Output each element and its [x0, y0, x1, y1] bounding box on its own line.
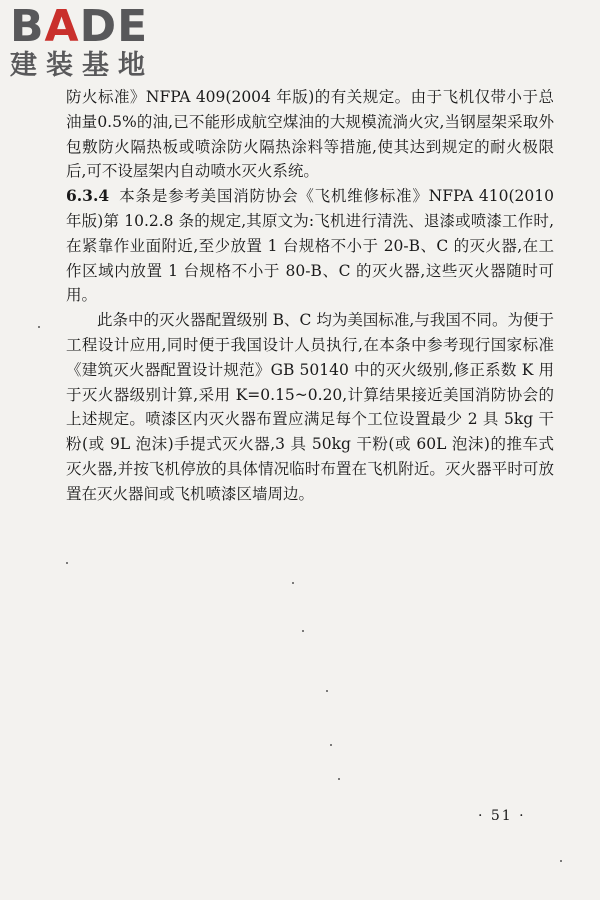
logo-letters-de: DE: [79, 1, 149, 52]
scan-speck: [292, 582, 294, 584]
page-body: [66, 85, 554, 507]
paragraph-text: 此条中的灭火器配置级别 B、C 均为美国标准,与我国不同。为便于工程设计应用,同时便于我国设计人员执行,在本条中参考现行国家标准《建筑灭火器配置设计规范》GB 50140 中的灭火级别,修正系数 K 用于灭火器级别计算,采用 K=0.15~0.20,计算结果接近美国消防协会的上述规定。喷漆区内灭火器布置应满足每个工位设置最少 2 具 5kg 干粉(或 9L 泡沫)手提式灭火器,3 具 50kg 干粉(或 60L 泡沫)的推车式灭火器,并按飞机停放的具体情况临时布置在飞机附近。灭火器平时可放置在灭火器间或飞机喷漆区墙周边。: [66, 311, 554, 503]
scan-speck: [338, 778, 340, 780]
paragraph-text: 本条是参考美国消防协会《飞机维修标准》NFPA 410(2010 年版)第 10.2.8 条的规定,其原文为:飞机进行清洗、退漆或喷漆工作时,在紧靠作业面附近,至少放置 1 台规格不小于 20-B、C 的灭火器,在工作区域内放置 1 台规格不小于 80-B、C 的灭火器,这些灭火器随时可用。: [66, 187, 554, 305]
logo-wordmark: [10, 1, 180, 52]
paragraph-clause-6-3-4: [66, 184, 554, 308]
bade-logo: [10, 1, 180, 82]
clause-number: 6.3.4: [66, 186, 110, 206]
logo-chinese-text: 建装基地: [10, 50, 154, 81]
logo-letter-b: B: [10, 1, 45, 52]
scan-speck: [330, 744, 332, 746]
logo-letter-a-accent: A: [44, 1, 80, 52]
scan-speck: [38, 326, 40, 328]
paragraph-explanation: [66, 308, 554, 506]
scan-speck: [326, 690, 328, 692]
scan-speck: [560, 860, 562, 862]
scan-speck: [302, 630, 304, 632]
paragraph-continuation: [66, 85, 554, 184]
paragraph-text: 防火标准》NFPA 409(2004 年版)的有关规定。由于飞机仅带小于总油量0.5%的油,已不能形成航空煤油的大规模流淌火灾,当钢屋架采取外包敷防火隔热板或喷涂防火隔热涂料等措施,使其达到规定的耐火极限后,可不设屋架内自动喷水灭火系统。: [66, 88, 554, 181]
scan-speck: [66, 562, 68, 564]
page-number: · 51 ·: [478, 808, 526, 824]
